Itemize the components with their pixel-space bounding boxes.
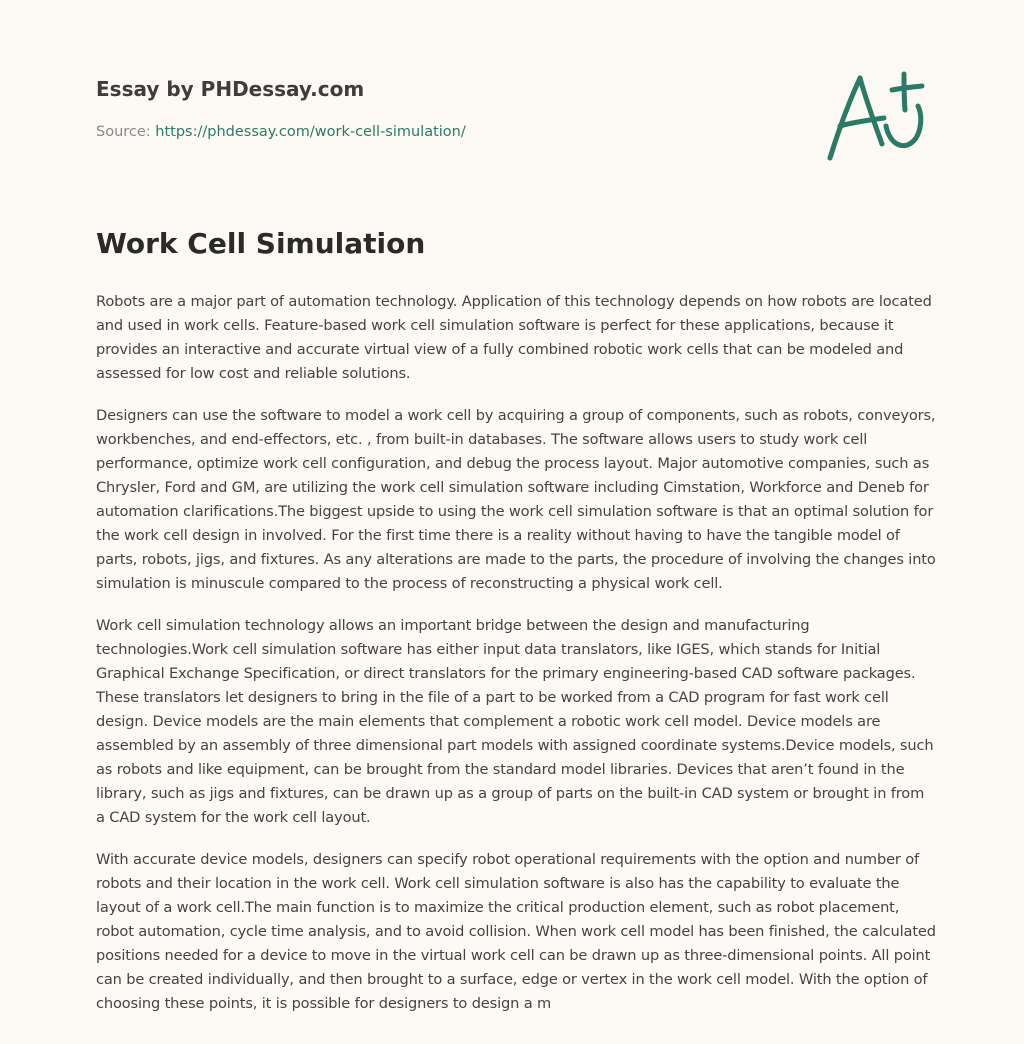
a-plus-grade-icon: [822, 66, 930, 166]
article-title: Work Cell Simulation: [96, 227, 426, 260]
source-line: [96, 122, 796, 142]
page-header: [96, 74, 796, 142]
article-paragraph: Robots are a major part of automation technology. Application of this technology depends on how robots are located and used in work cells. Feature-based work cell simulation software is perfect for these applications, because it provides an interactive and accurate virtual view of a fully combined robotic work cells that can be modeled and assessed for low cost and reliable solutions.: [96, 293, 932, 382]
article-paragraph: Work cell simulation technology allows an important bridge between the design and manufacturing technologies.Work cell simulation software has either input data translators, like IGES, which stands for Initial Graphical Exchange Specification, or direct translators for the primary engineering-based CAD software packages. These translators let designers to bring in the file of a part to be worked from a CAD program for fast work cell design. Device models are the main elements that complement a robotic work cell model. Device models are assembled by an assembly of three dimensional part models with assigned coordinate systems.Device models, such as robots and like equipment, can be brought from the standard model libraries. Devices that aren’t found in the library, such as jigs and fixtures, can be drawn up as a group of parts on the built-in CAD system or brought in from a CAD system for the work cell layout.: [96, 617, 934, 826]
source-label: Source:: [96, 124, 156, 140]
article-paragraph: Designers can use the software to model a work cell by acquiring a group of components, such as robots, conveyors, workbenches, and end-effectors, etc. , from built-in databases. The software allows users to study work cell performance, optimize work cell configuration, and debug the process layout. Major automotive companies, such as Chrysler, Ford and GM, are utilizing the work cell simulation software including Cimstation, Workforce and Deneb for automation clarifications.The biggest upside to using the work cell simulation software is that an optimal solution for the work cell design in involved. For the first time there is a reality without having to have the tangible model of parts, robots, jigs, and fixtures. As any alterations are made to the parts, the procedure of involving the changes into simulation is minuscule compared to the process of reconstructing a physical work cell.: [96, 407, 936, 592]
source-link[interactable]: https://phdessay.com/work-cell-simulation/: [155, 124, 466, 140]
article: [96, 224, 936, 1034]
site-title: Essay by PHDessay.com: [96, 77, 365, 101]
article-paragraph: With accurate device models, designers can specify robot operational requirements with the option and number of robots and their location in the work cell. Work cell simulation software is also has the capability to evaluate the layout of a work cell.The main function is to maximize the critical production element, such as robot placement, robot automation, cycle time analysis, and to avoid collision. When work cell model has been finished, the calculated positions needed for a device to move in the virtual work cell can be drawn up as three-dimensional points. All point can be created individually, and then brought to a surface, edge or vertex in the work cell model. With the option of choosing these points, it is possible for designers to design a m: [96, 851, 936, 1012]
